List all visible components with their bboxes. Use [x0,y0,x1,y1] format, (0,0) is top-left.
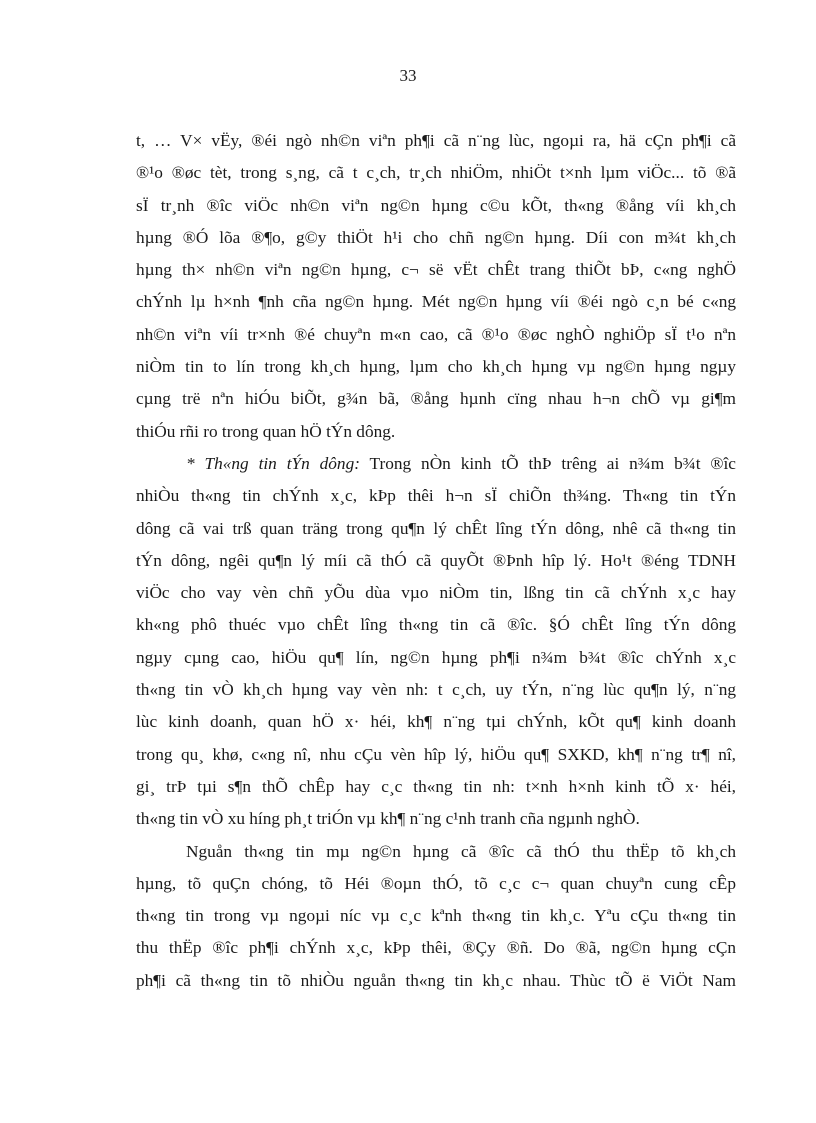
text-line: ®¹o ®øc tèt, trong s¸ng, cã t c¸ch, tr¸ch nhiÖm, nhiÖt t×nh lµm viÖc... tõ ®ã [136,163,736,183]
text-line: t, … V× vËy, ®éi ngò nh©n viªn ph¶i cã n¨ng lùc, ngoµi ra, hä cÇn ph¶i cã [136,131,736,150]
text-line: hµng th× nh©n viªn ng©n hµng, c¬ së vËt chÊt trang thiÕt bÞ, c«ng nghÖ [136,260,736,280]
text-line: dông cã vai trß quan träng trong qu¶n lý chÊt lîng tÝn dông, nhê cã th«ng tin [136,518,736,538]
text-line: th«ng tin vÒ xu híng ph¸t triÓn vµ kh¶ n¨ng c¹nh tranh cña ngµnh nghÒ. [136,809,640,829]
text-line: cµng trë nªn hiÓu biÕt, g¾n bã, ®ång hµnh cïng nhau h¬n chÕ vµ gi¶m [136,389,736,409]
text-line: nhiÒu th«ng tin chÝnh x¸c, kÞp thêi h¬n sÏ chiÕn th¾ng. Th«ng tin tÝn [136,486,736,506]
text-line [136,448,736,480]
text-line: ph¶i cã th«ng tin tõ nhiÒu nguån th«ng tin kh¸c nhau. Thùc tÕ ë ViÖt Nam [136,970,736,990]
text-line: kh«ng phô thuéc vµo chÊt lîng th«ng tin cã ®îc. §Ó chÊt lîng tÝn dông [136,615,736,635]
text-fragment: Trong nÒn kinh tÕ thÞ trêng ai n¾m b¾t ®îc [359,453,736,473]
text-line: ngµy cµng cao, hiÖu qu¶ lín, ng©n hµng ph¶i n¾m b¾t ®îc chÝnh x¸c [136,647,736,667]
text-line: sÏ tr¸nh ®îc viÖc nh©n viªn ng©n hµng c©u kÕt, th«ng ®ång víi kh¸ch [136,195,736,215]
text-line: nh©n viªn víi tr×nh ®é chuyªn m«n cao, cã ®¹o ®øc nghÒ nghiÖp sÏ t¹o nªn [136,324,736,344]
section-heading: * Th«ng tin tÝn dông: [186,453,360,473]
text-line: lùc kinh doanh, quan hÖ x· héi, kh¶ n¨ng tµi chÝnh, kÕt qu¶ kinh doanh [136,712,736,732]
text-line: thu thËp ®îc ph¶i chÝnh x¸c, kÞp thêi, ®Çy ®ñ. Do ®ã, ng©n hµng cÇn [136,938,736,958]
text-line: thiÓu rñi ro trong quan hÖ tÝn dông. [136,421,396,441]
text-line: hµng ®Ó lõa ®¶o, g©y thiÖt h¹i cho chñ ng©n hµng. Díi con m¾t kh¸ch [136,227,736,247]
text-line: niÒm tin to lín trong kh¸ch hµng, lµm cho kh¸ch hµng vµ ng©n hµng ngµy [136,357,736,377]
text-line: trong qu¸ khø, c«ng nî, nhu cÇu vèn hîp lý, hiÖu qu¶ SXKD, kh¶ n¨ng tr¶ nî, [136,744,736,764]
text-line: th«ng tin vÒ kh¸ch hµng vay vèn nh: t c¸ch, uy tÝn, n¨ng lùc qu¶n lý, n¨ng [136,680,736,700]
text-line: tÝn dông, ngêi qu¶n lý míi cã thÓ cã quyÕt ®Þnh hîp lý. Ho¹t ®éng TDNH [136,550,736,570]
text-line: th«ng tin trong vµ ngoµi níc vµ c¸c kªnh th«ng tin kh¸c. Yªu cÇu th«ng tin [136,906,736,926]
text-line: viÖc cho vay vèn chñ yÕu dùa vµo niÒm tin, lßng tin cã chÝnh x¸c hay [136,583,736,603]
text-line: hµng, tõ quÇn chóng, tõ Héi ®oµn thÓ, tõ c¸c c¬ quan chuyªn cung cÊp [136,873,736,893]
body-text [136,125,736,997]
page-number: 33 [399,66,417,85]
text-line: Nguån th«ng tin mµ ng©n hµng cã ®îc cã thÓ thu thËp tõ kh¸ch [186,841,736,861]
text-line: gi¸ trÞ tµi s¶n thÕ chÊp hay c¸c th«ng tin nh: t×nh h×nh kinh tÕ x· héi, [136,776,736,796]
text-line: chÝnh lµ h×nh ¶nh cña ng©n hµng. Mét ng©n hµng víi ®éi ngò c¸n bé c«ng [136,292,736,312]
